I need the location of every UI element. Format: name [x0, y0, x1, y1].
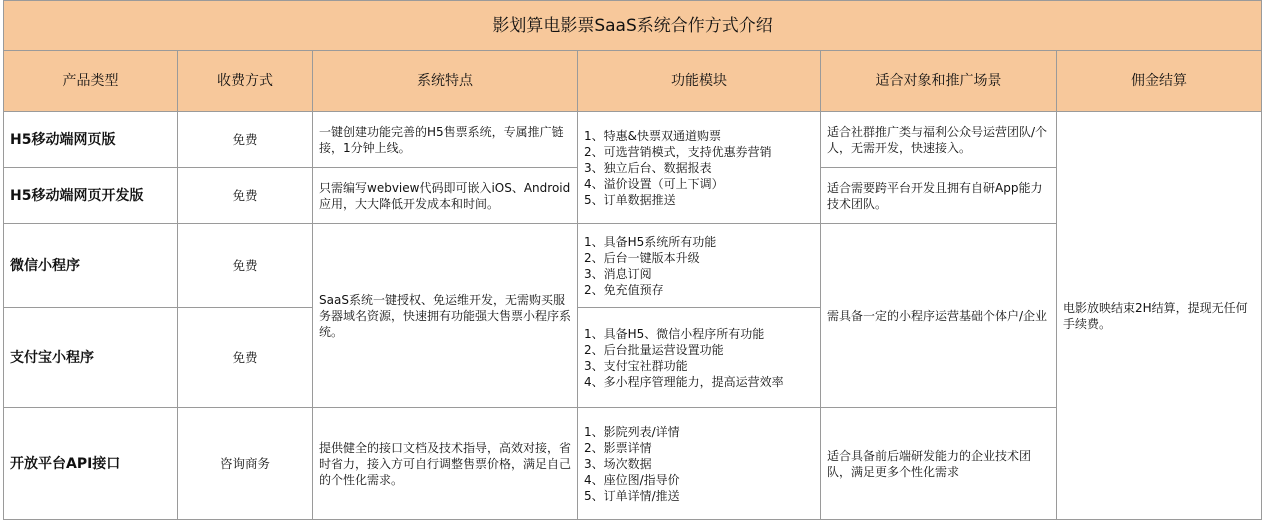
module-item: 3、支付宝社群功能 — [584, 358, 688, 373]
header-product-type: 产品类型 — [4, 51, 178, 112]
module-item: 2、后台批量运营设置功能 — [584, 342, 724, 357]
system-feature-miniprogram: SaaS系统一键授权、免运维开发，无需购买服务器域名资源，快速拥有功能强大售票小程序系统。 — [313, 224, 578, 408]
module-item: 1、具备H5系统所有功能 — [584, 234, 717, 249]
module-item: 4、座位图/指导价 — [584, 472, 680, 487]
product-name: 微信小程序 — [4, 224, 178, 308]
product-name: 开放平台API接口 — [4, 408, 178, 520]
header-system-features: 系统特点 — [313, 51, 578, 112]
fee-type: 免费 — [178, 224, 313, 308]
target-scenario: 适合社群推广类与福利公众号运营团队/个人，无需开发，快速接入。 — [821, 112, 1057, 168]
system-feature: 一键创建功能完善的H5售票系统，专属推广链接，1分钟上线。 — [313, 112, 578, 168]
module-item: 3、独立后台、数据报表 — [584, 160, 712, 175]
function-modules-h5 — [578, 112, 821, 224]
table-row — [4, 112, 1262, 168]
module-item: 1、具备H5、微信小程序所有功能 — [584, 326, 765, 341]
module-item: 4、多小程序管理能力，提高运营效率 — [584, 374, 784, 389]
product-name: H5移动端网页版 — [4, 112, 178, 168]
fee-type: 免费 — [178, 168, 313, 224]
module-item: 2、免充值预存 — [584, 282, 664, 297]
system-feature: 只需编写webview代码即可嵌入iOS、Android应用，大大降低开发成本和时间。 — [313, 168, 578, 224]
function-modules-wechat — [578, 224, 821, 308]
module-item: 2、影票详情 — [584, 440, 652, 455]
header-commission: 佣金结算 — [1057, 51, 1262, 112]
fee-type: 咨询商务 — [178, 408, 313, 520]
module-item: 2、可选营销模式，支持优惠券营销 — [584, 144, 772, 159]
module-item: 1、影院列表/详情 — [584, 424, 680, 439]
module-item: 3、场次数据 — [584, 456, 652, 471]
header-row — [4, 51, 1262, 112]
table-title: 影划算电影票SaaS系统合作方式介绍 — [4, 1, 1262, 51]
target-scenario: 适合需要跨平台开发且拥有自研App能力技术团队。 — [821, 168, 1057, 224]
commission-settlement: 电影放映结束2H结算，提现无任何手续费。 — [1057, 112, 1262, 520]
module-item: 2、后台一键版本升级 — [584, 250, 700, 265]
function-modules-api — [578, 408, 821, 520]
product-name: H5移动端网页开发版 — [4, 168, 178, 224]
system-feature: 提供健全的接口文档及技术指导，高效对接，省时省力，接入方可自行调整售票价格，满足自己的个性化需求。 — [313, 408, 578, 520]
fee-type: 免费 — [178, 308, 313, 408]
header-function-modules: 功能模块 — [578, 51, 821, 112]
module-item: 1、特惠&快票双通道购票 — [584, 128, 721, 143]
fee-type: 免费 — [178, 112, 313, 168]
module-item: 5、订单数据推送 — [584, 192, 676, 207]
product-name: 支付宝小程序 — [4, 308, 178, 408]
module-item: 3、消息订阅 — [584, 266, 652, 281]
header-fee-type: 收费方式 — [178, 51, 313, 112]
target-scenario: 适合具备前后端研发能力的企业技术团队，满足更多个性化需求 — [821, 408, 1057, 520]
function-modules-alipay — [578, 308, 821, 408]
module-item: 5、订单详情/推送 — [584, 488, 680, 503]
module-item: 4、溢价设置（可上下调） — [584, 176, 724, 191]
target-scenario-miniprogram: 需具备一定的小程序运营基础个体户/企业 — [821, 224, 1057, 408]
header-target-scenario: 适合对象和推广场景 — [821, 51, 1057, 112]
cooperation-table — [3, 0, 1262, 520]
